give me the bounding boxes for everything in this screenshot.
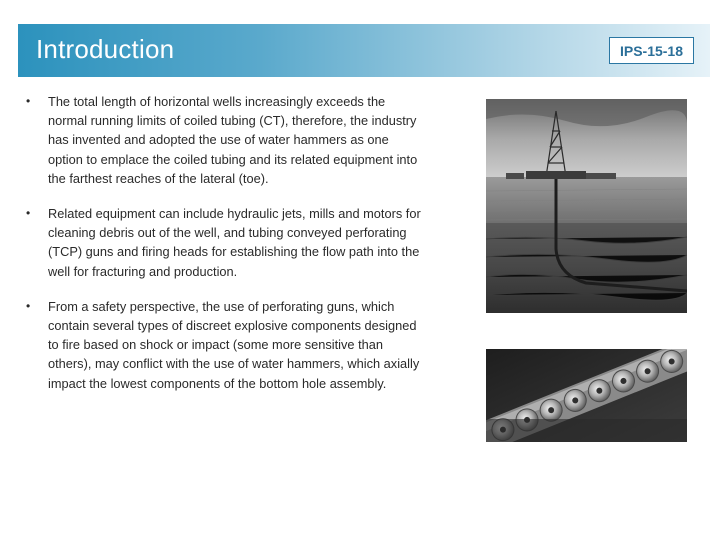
bullet-text: Related equipment can include hydraulic jets, mills and motors for cleaning debris out of the well, and tubing conveyed perforating (TCP) guns and firing heads for establishing the flow path into the well for fracturing and production. bbox=[48, 206, 421, 279]
slide-title: Introduction bbox=[36, 34, 175, 64]
drilling-rig-photo bbox=[486, 99, 687, 313]
title-bar bbox=[18, 24, 710, 77]
bullet-text: The total length of horizontal wells increasingly exceeds the normal running limits of coiled tubing (CT), therefore, the industry has invented and adopted the use of water hammers as one option to emplace the coiled tubing and its related equipment into the farthest reaches of the lateral (toe). bbox=[48, 94, 418, 186]
bullet-dot: • bbox=[26, 206, 31, 221]
bullet-text: From a safety perspective, the use of perforating guns, which contain several types of discreet explosive components designed to fire based on shock or impact (some more sensitive than others), may conflict with the use of water hammers, which axially impact the lowest components of the bottom hole assembly. bbox=[48, 298, 420, 391]
bullet-list bbox=[26, 92, 426, 409]
perforating-guns-illustration bbox=[486, 349, 687, 442]
perforating-guns-photo bbox=[486, 349, 687, 442]
bullet-item bbox=[26, 297, 426, 393]
document-code-badge: IPS-15-18 bbox=[609, 37, 694, 64]
drilling-rig-illustration bbox=[486, 99, 687, 313]
bullet-dot: • bbox=[26, 94, 31, 108]
bullet-item bbox=[26, 92, 426, 188]
bullet-dot: • bbox=[26, 298, 31, 313]
bullet-item bbox=[26, 204, 426, 281]
